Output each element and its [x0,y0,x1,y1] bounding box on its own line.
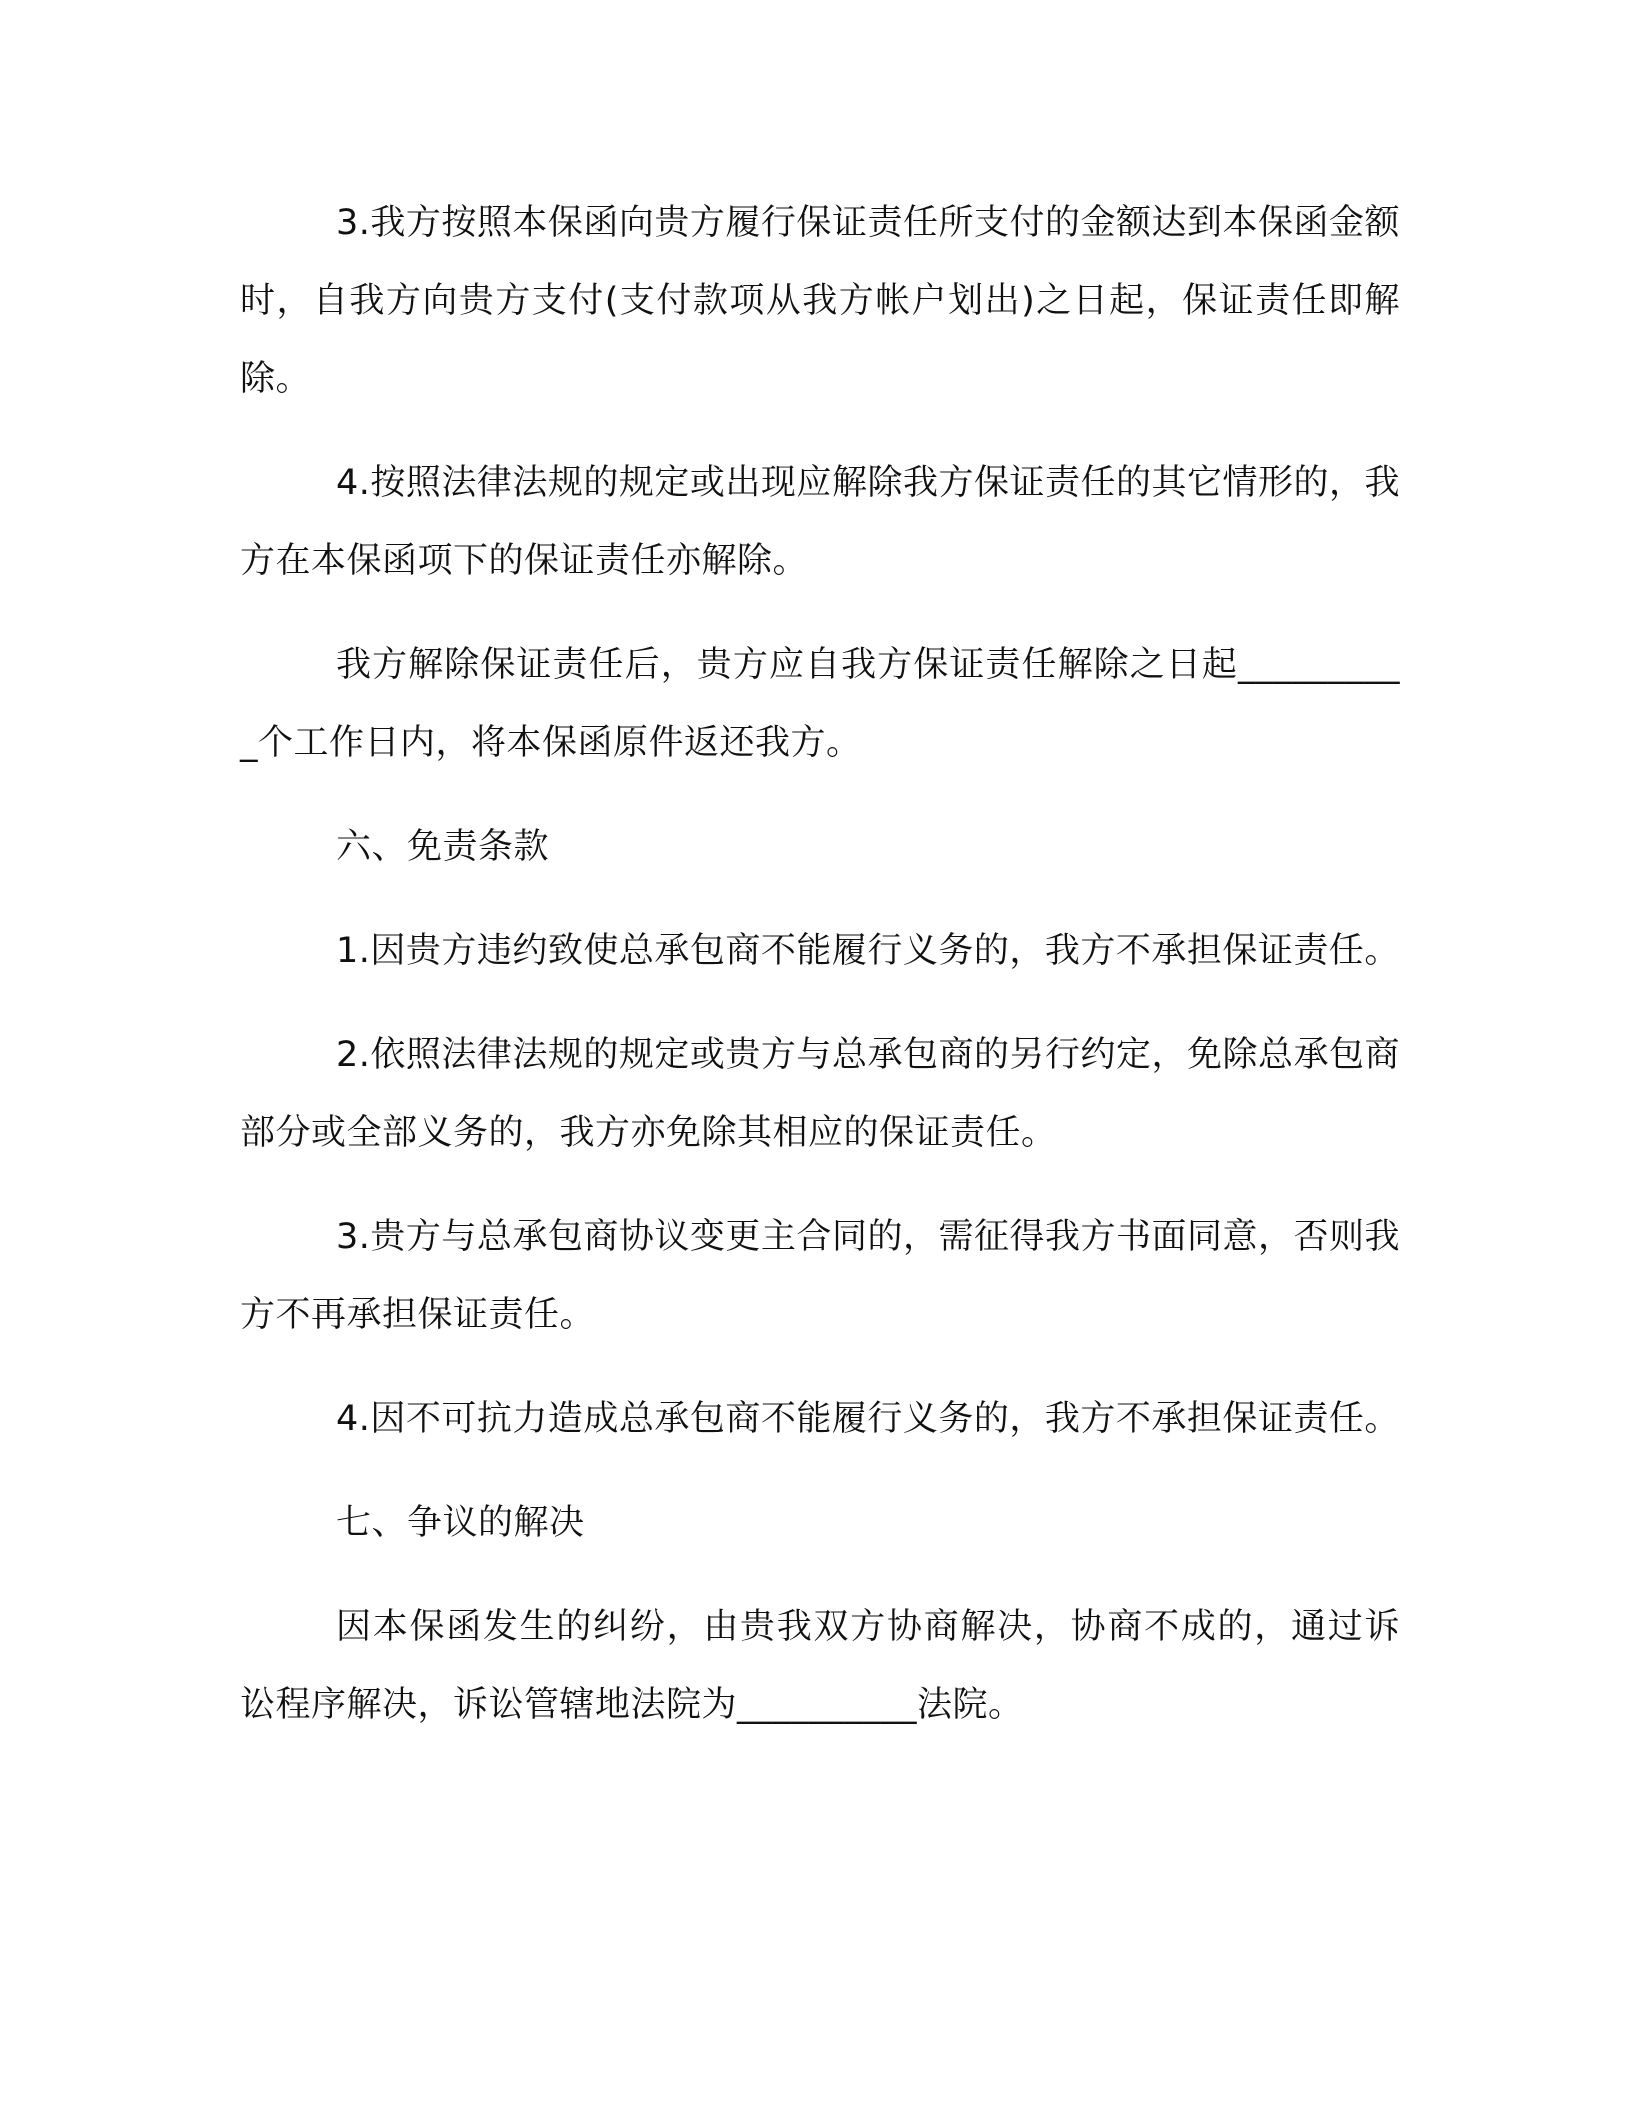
document-body [240,184,1400,1770]
section-heading-exemption: 六、免责条款 [336,827,550,867]
clause-exemption-3: 3.贵方与总承包商协议变更主合同的，需征得我方书面同意，否则我方不再承担保证责任。 [240,1217,1400,1335]
clause-release-3: 3.我方按照本保函向贵方履行保证责任所支付的金额达到本保函金额时，自我方向贵方支付(支付款项从我方帐户划出)之日起，保证责任即解除。 [240,203,1400,399]
clause-return-original: 我方解除保证责任后，贵方应自我方保证责任解除之日起__________个工作日内，将本保函原件返还我方。 [240,645,1400,763]
clause-dispute-resolution: 因本保函发生的纠纷，由贵我双方协商解决，协商不成的，通过诉讼程序解决，诉讼管辖地法院为__________法院。 [240,1607,1400,1725]
section-heading-dispute: 七、争议的解决 [336,1503,585,1543]
clause-exemption-4: 4.因不可抗力造成总承包商不能履行义务的，我方不承担保证责任。 [336,1399,1400,1439]
clause-exemption-2: 2.依照法律法规的规定或贵方与总承包商的另行约定，免除总承包商部分或全部义务的，我方亦免除其相应的保证责任。 [240,1035,1400,1153]
clause-exemption-1: 1.因贵方违约致使总承包商不能履行义务的，我方不承担保证责任。 [336,931,1400,971]
clause-release-4: 4.按照法律法规的规定或出现应解除我方保证责任的其它情形的，我方在本保函项下的保证责任亦解除。 [240,463,1400,581]
